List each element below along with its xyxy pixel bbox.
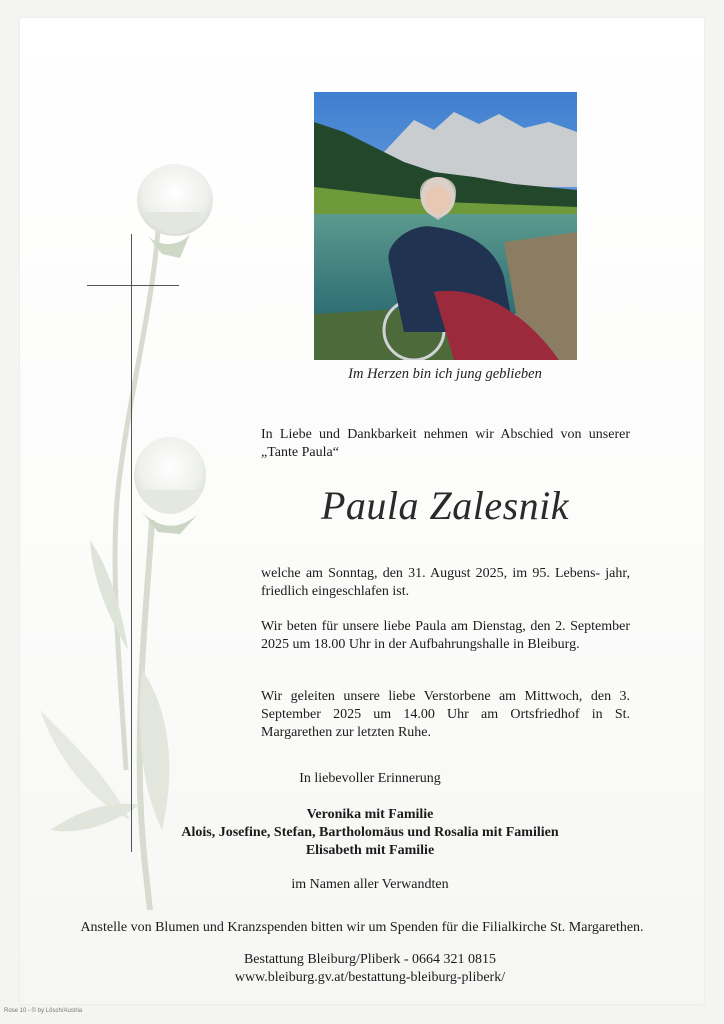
intro-text: In Liebe und Dankbarkeit nehmen wir Abschied von unserer „Tante Paula“	[261, 427, 630, 460]
undertaker-website: www.bleiburg.gv.at/bestattung-bleiburg-pliberk/	[234, 970, 506, 985]
relatives-line: im Namen aller Verwandten	[291, 877, 449, 892]
prayer-notice: Wir beten für unsere liebe Paula am Dienstag, den 2. September 2025 um 18.00 Uhr in der Aufbahrungshalle in Bleiburg.	[261, 619, 630, 652]
mourner-line: Elisabeth mit Familie	[305, 843, 435, 858]
undertaker-contact: Bestattung Bleiburg/Pliberk - 0664 321 0815	[243, 952, 497, 967]
portrait-photo	[314, 92, 577, 360]
cross-horizontal-bar	[87, 285, 179, 286]
photo-caption: Im Herzen bin ich jung geblieben	[348, 366, 542, 382]
deceased-name: Paula Zalesnik	[320, 483, 570, 528]
donation-note: Anstelle von Blumen und Kranzspenden bitten wir um Spenden für die Filialkirche St. Margarethen.	[80, 920, 644, 935]
print-mark: Rose 10 - © by Lösch/Austria	[4, 1008, 83, 1014]
mourner-line: Alois, Josefine, Stefan, Bartholomäus und Rosalia mit Familien	[181, 825, 559, 840]
cross-vertical-bar	[131, 234, 132, 852]
passing-notice: welche am Sonntag, den 31. August 2025, im 95. Lebens- jahr, friedlich eingeschlafen ist.	[261, 566, 630, 599]
mourner-line: Veronika mit Familie	[306, 807, 434, 822]
white-rose-decoration	[30, 150, 220, 910]
funeral-notice: Wir geleiten unsere liebe Verstorbene am Mittwoch, den 3. September 2025 um 14.00 Uhr am Ortsfriedhof in St. Margarethen zur letzten Ruhe.	[261, 689, 630, 740]
remembrance-line: In liebevoller Erinnerung	[299, 771, 441, 786]
